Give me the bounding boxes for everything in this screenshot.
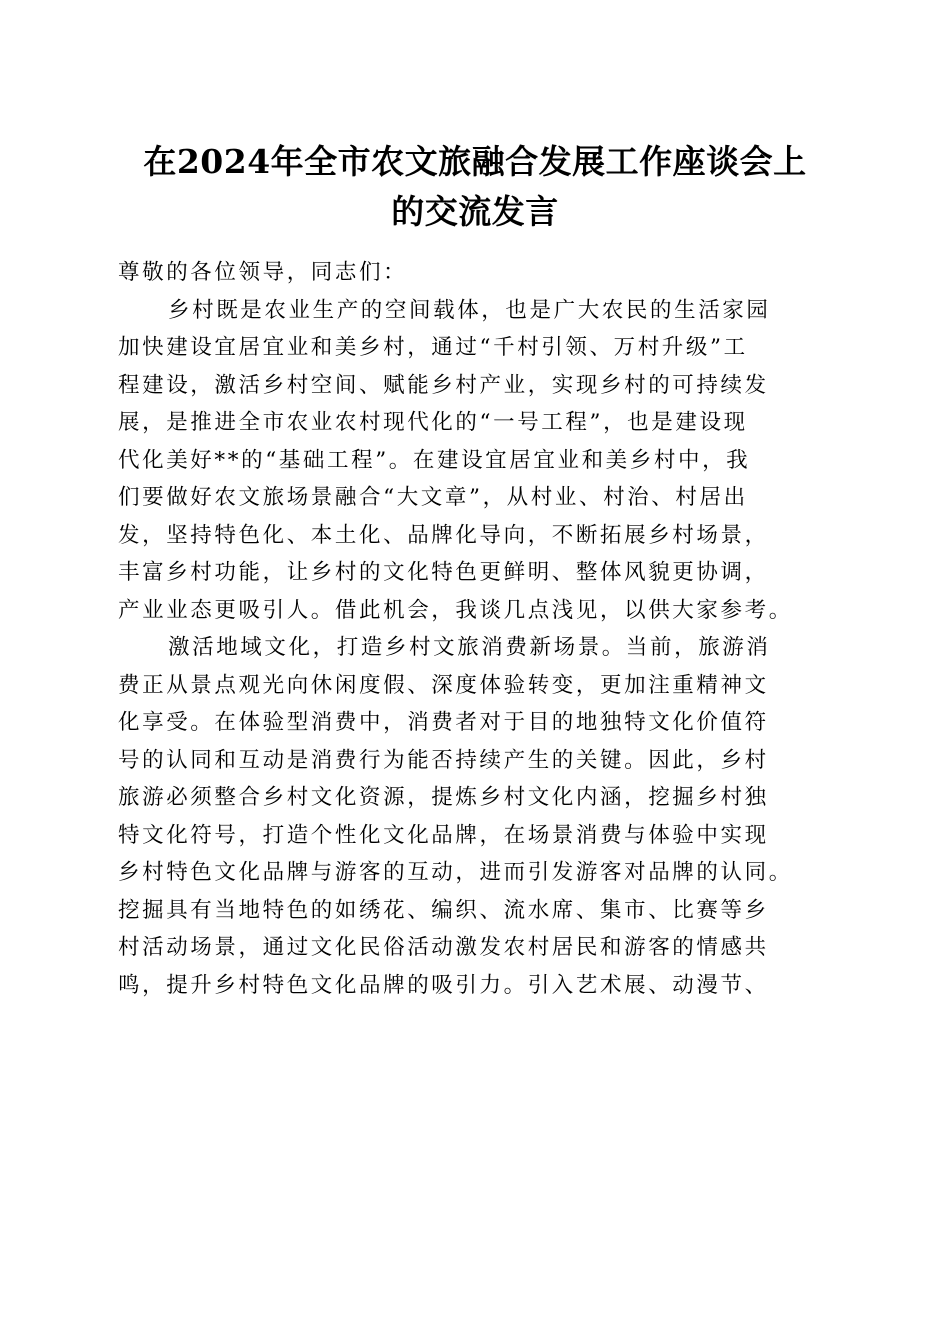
- salutation: 尊敬的各位领导，同志们：: [118, 260, 408, 285]
- title-line-1: 在2024年全市农文旅融合发展工作座谈会上: [143, 142, 807, 181]
- paragraph-line: 展，是推进全市农业农村现代化的“一号工程”，也是建设现: [118, 410, 748, 435]
- paragraph-line: 程建设，激活乡村空间、赋能乡村产业，实现乡村的可持续发: [118, 372, 769, 398]
- paragraph-line: 发，坚持特色化、本土化、品牌化导向，不断拓展乡村场景，: [118, 522, 769, 548]
- paragraph-line: 村活动场景，通过文化民俗活动激发农村居民和游客的情感共: [118, 935, 769, 960]
- document-title: [100, 137, 850, 237]
- paragraph-line: 挖掘具有当地特色的如绣花、编织、流水席、集市、比赛等乡: [118, 897, 769, 923]
- paragraph-line: 们要做好农文旅场景融合“大文章”，从村业、村治、村居出: [118, 485, 748, 510]
- paragraph-line: 激活地域文化，打造乡村文旅消费新场景。当前，旅游消: [168, 635, 771, 660]
- title-line-2: 的交流发言: [391, 192, 559, 231]
- paragraph-line: 费正从景点观光向休闲度假、深度体验转变，更加注重精神文: [118, 672, 769, 698]
- paragraph-line: 丰富乡村功能，让乡村的文化特色更鲜明、整体风貌更协调，: [118, 560, 769, 585]
- paragraph-line: 鸣，提升乡村特色文化品牌的吸引力。引入艺术展、动漫节、: [118, 972, 769, 998]
- paragraph-line: 加快建设宜居宜业和美乡村，通过“千村引领、万村升级”工: [118, 335, 748, 360]
- paragraph-line: 产业业态更吸引人。借此机会，我谈几点浅见，以供大家参考。: [118, 597, 793, 623]
- paragraph-line: 旅游必须整合乡村文化资源，提炼乡村文化内涵，挖掘乡村独: [118, 785, 769, 810]
- paragraph-line: 乡村特色文化品牌与游客的互动，进而引发游客对品牌的认同。: [118, 860, 793, 885]
- paragraph-line: 化享受。在体验型消费中，消费者对于目的地独特文化价值符: [118, 710, 769, 735]
- paragraph-line: 号的认同和互动是消费行为能否持续产生的关键。因此，乡村: [118, 747, 769, 773]
- paragraph-line: 特文化符号，打造个性化文化品牌，在场景消费与体验中实现: [118, 822, 769, 848]
- paragraph-line: 代化美好**的“基础工程”。在建设宜居宜业和美乡村中，我: [118, 447, 751, 473]
- paragraph-line: 乡村既是农业生产的空间载体，也是广大农民的生活家园: [168, 297, 771, 323]
- document-body: [118, 254, 838, 1004]
